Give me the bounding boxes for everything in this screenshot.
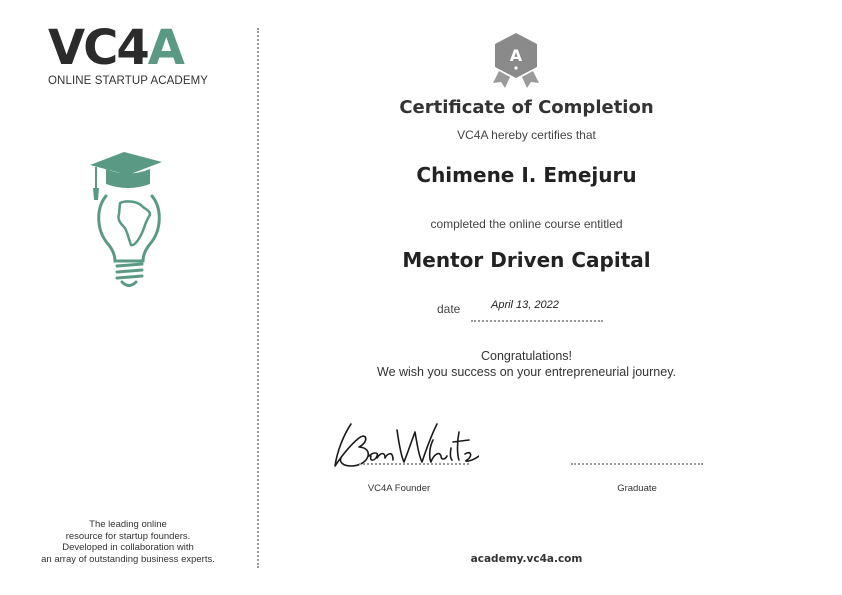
completed-text: completed the online course entitled	[430, 217, 623, 231]
founder-signature-line	[359, 463, 469, 465]
date-dotted-line	[471, 320, 603, 322]
founder-label: VC4A Founder	[367, 483, 431, 494]
tagline-line: an array of outstanding business experts.	[41, 553, 215, 565]
recipient-name: Chimene I. Emejuru	[416, 163, 637, 187]
certifies-text: VC4A hereby certifies that	[457, 128, 596, 142]
tagline-line: Developed in collaboration with	[62, 542, 194, 553]
graduate-signature-line	[571, 463, 703, 465]
date-value: April 13, 2022	[491, 299, 559, 311]
tagline-line: The leading online	[89, 519, 167, 530]
left-panel	[0, 0, 258, 595]
course-title: Mentor Driven Capital	[402, 248, 651, 272]
logo-subtitle: ONLINE STARTUP ACADEMY	[48, 75, 209, 87]
logo-accent: A	[147, 20, 183, 76]
congrats-line: We wish you success on your entrepreneurial journey.	[377, 365, 676, 379]
founder-signature	[329, 416, 479, 476]
brand-tagline	[20, 519, 236, 565]
website-url: academy.vc4a.com	[470, 553, 583, 565]
graduate-label: Graduate	[617, 483, 657, 494]
tagline-line: resource for startup founders.	[65, 530, 191, 542]
congrats-line: Congratulations!	[480, 349, 573, 363]
graduation-lightbulb-icon	[86, 148, 176, 294]
certificate-body	[259, 0, 842, 595]
logo-wordmark	[48, 20, 218, 76]
certificate-title: Certificate of Completion	[399, 97, 654, 118]
vc4a-logo	[48, 20, 218, 87]
signature-text: BenWhite	[379, 466, 429, 476]
congratulations-message	[259, 348, 794, 380]
badge-letter: A	[509, 46, 523, 65]
date-label: date	[437, 302, 461, 316]
academy-badge-icon	[491, 31, 541, 91]
logo-prefix: VC4	[48, 20, 148, 76]
